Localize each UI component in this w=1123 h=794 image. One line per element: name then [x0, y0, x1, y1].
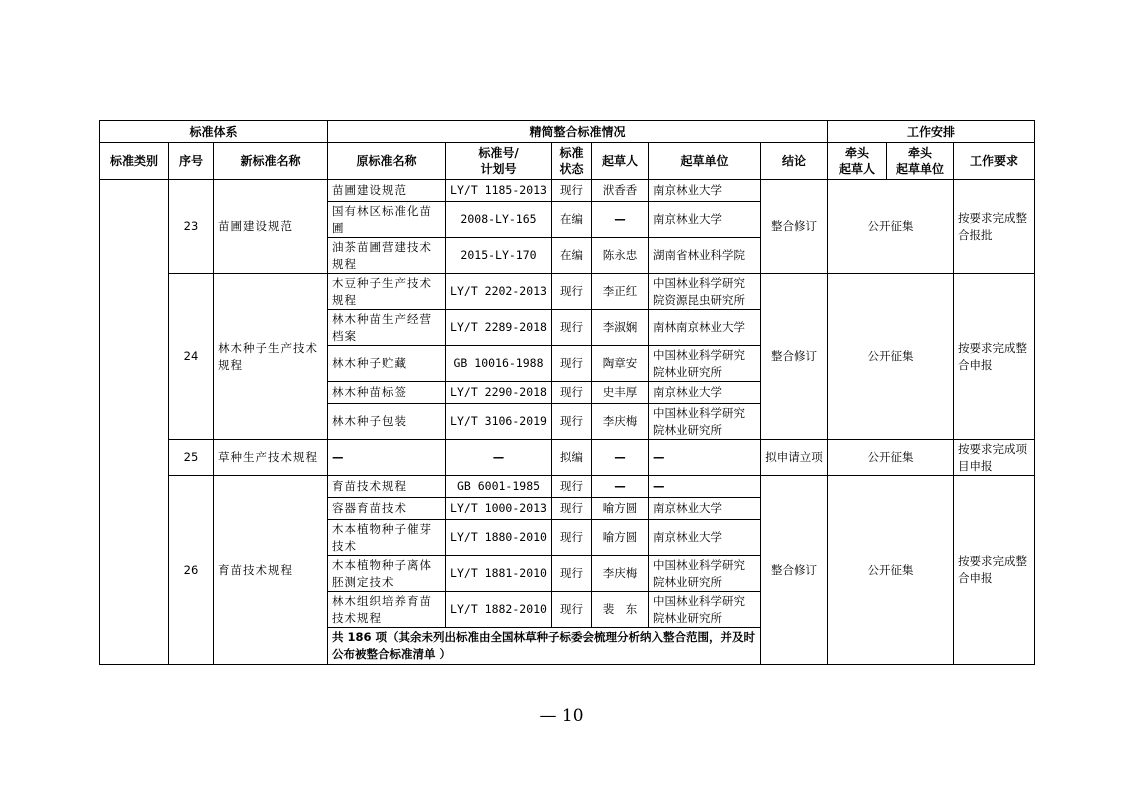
drafter-cell: 李淑娴 [592, 310, 649, 346]
seq-cell: 24 [169, 274, 214, 440]
drafter-cell: 洑香香 [592, 180, 649, 202]
col-lead-unit: 牵头 起草单位 [887, 143, 954, 180]
unit-cell: 南林南京林业大学 [649, 310, 761, 346]
unit-cell: 南京林业大学 [649, 498, 761, 520]
seq-cell: 25 [169, 440, 214, 476]
col-category: 标准类别 [100, 143, 169, 180]
status-cell: 现行 [552, 592, 592, 628]
std-no-cell: LY/T 1185-2013 [446, 180, 552, 202]
orig-name-cell: 林木种子包装 [328, 404, 446, 440]
header-column-row [100, 143, 1035, 180]
col-conclusion: 结论 [761, 143, 828, 180]
orig-name-cell: 油茶苗圃营建技术规程 [328, 238, 446, 274]
unit-cell: 中国林业科学研究院资源昆虫研究所 [649, 274, 761, 310]
arrangement-cell: 公开征集 [828, 476, 954, 665]
drafter-cell: 陶章安 [592, 346, 649, 382]
category-cell [100, 180, 169, 665]
std-no-cell: — [446, 440, 552, 476]
table-row [100, 180, 1035, 202]
std-no-cell: 2015-LY-170 [446, 238, 552, 274]
status-cell: 在编 [552, 202, 592, 238]
status-cell: 现行 [552, 404, 592, 440]
page-number: — 10 [539, 706, 584, 726]
orig-name-cell: 林木种苗生产经营档案 [328, 310, 446, 346]
requirement-cell: 按要求完成整合报批 [954, 180, 1035, 274]
status-cell: 现行 [552, 382, 592, 404]
requirement-cell: 按要求完成项目申报 [954, 440, 1035, 476]
summary-cell: 共 186 项（其余未列出标准由全国林草种子标委会梳理分析纳入整合范围，并及时公布被整合标准清单 ） [328, 628, 761, 665]
col-requirement: 工作要求 [954, 143, 1035, 180]
drafter-cell: 李庆梅 [592, 556, 649, 592]
drafter-cell: — [592, 476, 649, 498]
status-cell: 现行 [552, 476, 592, 498]
unit-cell: 中国林业科学研究院林业研究所 [649, 556, 761, 592]
orig-name-cell: 育苗技术规程 [328, 476, 446, 498]
orig-name-cell: 木豆种子生产技术规程 [328, 274, 446, 310]
unit-cell: 南京林业大学 [649, 202, 761, 238]
std-no-cell: LY/T 1881-2010 [446, 556, 552, 592]
unit-cell: — [649, 476, 761, 498]
col-new-name: 新标准名称 [214, 143, 328, 180]
status-cell: 现行 [552, 520, 592, 556]
arrangement-cell: 公开征集 [828, 440, 954, 476]
orig-name-cell: 林木种苗标签 [328, 382, 446, 404]
table-row [100, 274, 1035, 310]
conclusion-cell: 整合修订 [761, 476, 828, 665]
unit-cell: — [649, 440, 761, 476]
orig-name-cell: 木本植物种子催芽技术 [328, 520, 446, 556]
drafter-cell: 李庆梅 [592, 404, 649, 440]
drafter-cell: 李正红 [592, 274, 649, 310]
status-cell: 现行 [552, 346, 592, 382]
new-name-cell: 草种生产技术规程 [214, 440, 328, 476]
std-no-cell: 2008-LY-165 [446, 202, 552, 238]
orig-name-cell: 苗圃建设规范 [328, 180, 446, 202]
col-status: 标准 状态 [552, 143, 592, 180]
col-std-no: 标准号/ 计划号 [446, 143, 552, 180]
conclusion-cell: 拟申请立项 [761, 440, 828, 476]
orig-name-cell: 容器育苗技术 [328, 498, 446, 520]
unit-cell: 南京林业大学 [649, 180, 761, 202]
orig-name-cell: 木本植物种子离体胚测定技术 [328, 556, 446, 592]
std-no-cell: LY/T 1880-2010 [446, 520, 552, 556]
header-group-row [100, 121, 1035, 143]
drafter-cell: 喻方圆 [592, 498, 649, 520]
drafter-cell: — [592, 202, 649, 238]
status-cell: 在编 [552, 238, 592, 274]
col-lead-person: 牵头 起草人 [828, 143, 887, 180]
status-cell: 拟编 [552, 440, 592, 476]
new-name-cell: 苗圃建设规范 [214, 180, 328, 274]
arrangement-cell: 公开征集 [828, 180, 954, 274]
std-no-cell: GB 6001-1985 [446, 476, 552, 498]
unit-cell: 南京林业大学 [649, 382, 761, 404]
std-no-cell: LY/T 1000-2013 [446, 498, 552, 520]
std-no-cell: LY/T 3106-2019 [446, 404, 552, 440]
std-no-cell: LY/T 2289-2018 [446, 310, 552, 346]
table-row [100, 440, 1035, 476]
status-cell: 现行 [552, 556, 592, 592]
drafter-cell: 裴 东 [592, 592, 649, 628]
header-standard-system: 标准体系 [100, 121, 328, 143]
std-no-cell: GB 10016-1988 [446, 346, 552, 382]
new-name-cell: 育苗技术规程 [214, 476, 328, 665]
status-cell: 现行 [552, 180, 592, 202]
drafter-cell: 陈永忠 [592, 238, 649, 274]
seq-cell: 26 [169, 476, 214, 665]
conclusion-cell: 整合修订 [761, 274, 828, 440]
standards-table [99, 120, 1035, 665]
col-unit: 起草单位 [649, 143, 761, 180]
new-name-cell: 林木种子生产技术规程 [214, 274, 328, 440]
orig-name-cell: 林木组织培养育苗技术规程 [328, 592, 446, 628]
drafter-cell: 喻方圆 [592, 520, 649, 556]
unit-cell: 湖南省林业科学院 [649, 238, 761, 274]
std-no-cell: LY/T 1882-2010 [446, 592, 552, 628]
status-cell: 现行 [552, 310, 592, 346]
unit-cell: 中国林业科学研究院林业研究所 [649, 404, 761, 440]
orig-name-cell: 林木种子贮藏 [328, 346, 446, 382]
conclusion-cell: 整合修订 [761, 180, 828, 274]
header-work-arrangement: 工作安排 [828, 121, 1035, 143]
orig-name-cell: — [328, 440, 446, 476]
std-no-cell: LY/T 2202-2013 [446, 274, 552, 310]
unit-cell: 中国林业科学研究院林业研究所 [649, 346, 761, 382]
table-row [100, 476, 1035, 498]
unit-cell: 南京林业大学 [649, 520, 761, 556]
drafter-cell: 史丰厚 [592, 382, 649, 404]
requirement-cell: 按要求完成整合申报 [954, 476, 1035, 665]
status-cell: 现行 [552, 498, 592, 520]
header-consolidation-status: 精简整合标准情况 [328, 121, 828, 143]
drafter-cell: — [592, 440, 649, 476]
col-drafter: 起草人 [592, 143, 649, 180]
seq-cell: 23 [169, 180, 214, 274]
requirement-cell: 按要求完成整合申报 [954, 274, 1035, 440]
arrangement-cell: 公开征集 [828, 274, 954, 440]
orig-name-cell: 国有林区标准化苗圃 [328, 202, 446, 238]
status-cell: 现行 [552, 274, 592, 310]
col-orig-name: 原标准名称 [328, 143, 446, 180]
unit-cell: 中国林业科学研究院林业研究所 [649, 592, 761, 628]
std-no-cell: LY/T 2290-2018 [446, 382, 552, 404]
col-seq: 序号 [169, 143, 214, 180]
